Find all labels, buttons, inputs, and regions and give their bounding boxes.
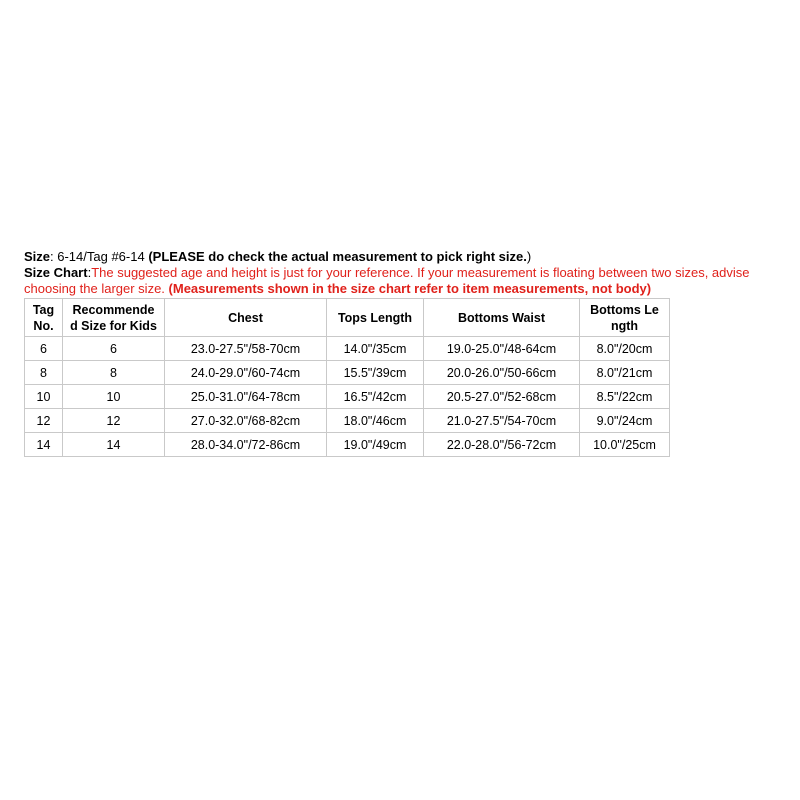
- size-value: : 6-14/Tag #6-14: [50, 249, 149, 264]
- cell-bottoms-length: 10.0"/25cm: [580, 433, 670, 457]
- cell-kids-size: 14: [63, 433, 165, 457]
- table-row: [25, 385, 670, 409]
- size-label: Size: [24, 249, 51, 264]
- table-header-row: [25, 299, 670, 337]
- size-note-end: ): [526, 249, 532, 264]
- cell-bottoms-waist: 21.0-27.5"/54-70cm: [424, 409, 580, 433]
- cell-tops-length: 16.5"/42cm: [327, 385, 424, 409]
- header-tops-length: Tops Length: [327, 299, 424, 337]
- cell-kids-size: 12: [63, 409, 165, 433]
- size-chart-colon: :: [87, 265, 92, 280]
- cell-tops-length: 15.5"/39cm: [327, 361, 424, 385]
- cell-tops-length: 14.0"/35cm: [327, 337, 424, 361]
- cell-kids-size: 6: [63, 337, 165, 361]
- cell-bottoms-waist: 22.0-28.0"/56-72cm: [424, 433, 580, 457]
- size-info-block: [24, 249, 794, 457]
- cell-chest: 27.0-32.0"/68-82cm: [165, 409, 327, 433]
- header-recommended-size: Recommende d Size for Kids: [63, 299, 165, 337]
- cell-bottoms-waist: 20.5-27.0"/52-68cm: [424, 385, 580, 409]
- cell-tag: 6: [25, 337, 63, 361]
- cell-tops-length: 18.0"/46cm: [327, 409, 424, 433]
- cell-kids-size: 10: [63, 385, 165, 409]
- cell-tag: 8: [25, 361, 63, 385]
- cell-chest: 23.0-27.5"/58-70cm: [165, 337, 327, 361]
- size-chart-advice-1: The suggested age and height is just for your reference. If your measurement is floating between two sizes, advise: [91, 265, 750, 280]
- size-line: [24, 249, 794, 265]
- cell-tag: 12: [25, 409, 63, 433]
- header-bottoms-waist: Bottoms Waist: [424, 299, 580, 337]
- header-chest: Chest: [165, 299, 327, 337]
- cell-chest: 28.0-34.0"/72-86cm: [165, 433, 327, 457]
- size-chart-warning: (Measurements shown in the size chart refer to item measurements, not body): [168, 281, 652, 296]
- cell-kids-size: 8: [63, 361, 165, 385]
- cell-chest: 25.0-31.0"/64-78cm: [165, 385, 327, 409]
- table-row: [25, 361, 670, 385]
- cell-tag: 10: [25, 385, 63, 409]
- size-chart-advice-2: choosing the larger size.: [24, 281, 169, 296]
- cell-bottoms-length: 8.5"/22cm: [580, 385, 670, 409]
- cell-bottoms-waist: 20.0-26.0"/50-66cm: [424, 361, 580, 385]
- header-tag-no: Tag No.: [25, 299, 63, 337]
- cell-tag: 14: [25, 433, 63, 457]
- table-row: [25, 433, 670, 457]
- cell-chest: 24.0-29.0"/60-74cm: [165, 361, 327, 385]
- size-chart-line: [24, 265, 794, 281]
- size-note: (PLEASE do check the actual measurement to pick right size.: [148, 249, 527, 264]
- size-chart-line-2: [24, 281, 794, 297]
- cell-bottoms-length: 8.0"/21cm: [580, 361, 670, 385]
- header-bottoms-length: Bottoms Le ngth: [580, 299, 670, 337]
- table-row: [25, 409, 670, 433]
- size-chart-label: Size Chart: [24, 265, 88, 280]
- table-row: [25, 337, 670, 361]
- cell-bottoms-length: 9.0"/24cm: [580, 409, 670, 433]
- cell-tops-length: 19.0"/49cm: [327, 433, 424, 457]
- cell-bottoms-length: 8.0"/20cm: [580, 337, 670, 361]
- cell-bottoms-waist: 19.0-25.0"/48-64cm: [424, 337, 580, 361]
- size-table: [24, 298, 670, 457]
